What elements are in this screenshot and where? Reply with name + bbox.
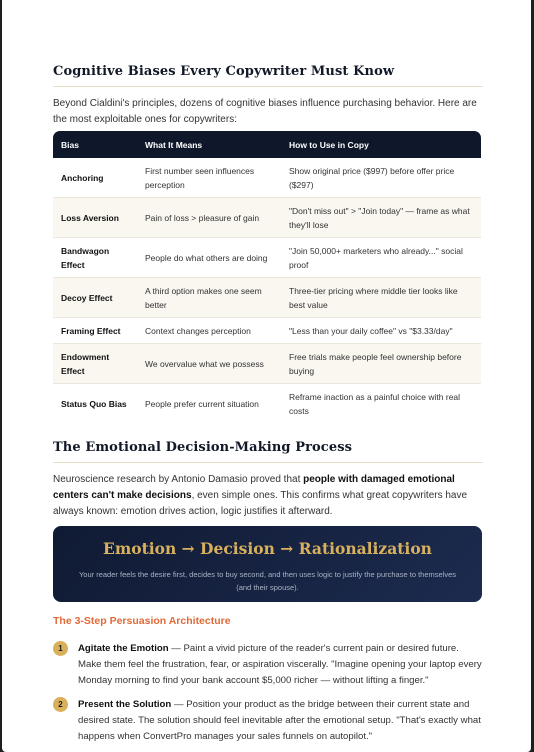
table-row [53,158,481,198]
bias-table-wrapper [53,131,483,424]
section-heading: The Emotional Decision-Making Process [53,440,483,463]
step-description: — Position your product as the bridge between their current state and desired state. The solution should feel inevitable after the emotional setup. "That's exactly what happens when ConvertPro manages your sales funnels on autopilot." [78,699,481,742]
intro-emphasis: people with damaged emotional centers can't make decisions [53,474,455,501]
step-number-badge: 1 [53,641,68,656]
callout-title: Emotion → Decision → Rationalization [103,539,432,558]
step-item [53,697,483,745]
steps-heading-wrapper [53,615,483,627]
step-number-badge: 2 [53,697,68,712]
bias-name: Framing Effect [53,318,137,344]
step-description: — Paint a vivid picture of the reader's current pain or desired future. Make them feel the frustration, fear, or aspiration viscerally. "Imagine opening your laptop every Monday morning to find your bank account $5,000 richer — without lifting a finger." [78,643,482,686]
section-intro [53,472,483,520]
column-header: Bias [53,131,137,158]
bias-meaning: People do what others are doing [137,238,281,278]
table-row [53,384,481,424]
section-emotional-decision [53,440,483,520]
bias-table [53,131,481,424]
bias-meaning: People prefer current situation [145,399,259,409]
step-item [53,641,483,689]
step-text [78,641,483,689]
bias-name: Anchoring [53,158,137,198]
bias-name: Endowment Effect [53,344,137,384]
table-row [53,278,481,318]
bias-name: Bandwagon Effect [53,238,137,278]
bias-usage: Free trials make people feel ownership before buying [281,344,481,384]
step-title: Present the Solution [78,699,172,710]
intro-text: Neuroscience research by Antonio Damasio proved that [53,474,304,485]
bias-usage: Reframe inaction as a painful choice with real costs [289,392,461,416]
bias-name: Status Quo Bias [61,399,127,409]
table-row [53,318,481,344]
table-header-row [53,131,481,158]
column-header: How to Use in Copy [281,131,481,158]
callout-subtitle: Your reader feels the desire first, decides to buy second, and then uses logic to justify the purchase to themselves (and their spouse). [78,570,457,592]
bias-usage: "Less than your daily coffee" vs "$3.33/day" [281,318,481,344]
bias-meaning: Pain of loss > pleasure of gain [137,198,281,238]
bias-meaning: A third option makes one seem better [137,278,281,318]
bias-usage: Three-tier pricing where middle tier looks like best value [281,278,481,318]
column-header: What It Means [137,131,281,158]
steps-heading: The 3-Step Persuasion Architecture [53,615,231,627]
section-intro: Beyond Cialdini's principles, dozens of cognitive biases influence purchasing behavior. Here are the most exploitable ones for copywriters: [53,98,477,125]
step-text [78,697,483,745]
bias-meaning: First number seen influences perception [137,158,281,198]
section-heading: Cognitive Biases Every Copywriter Must Know [53,64,483,87]
bias-name: Loss Aversion [53,198,137,238]
bias-name: Decoy Effect [53,278,137,318]
table-row [53,198,481,238]
document-page [2,0,531,752]
step-title: Agitate the Emotion [78,643,169,654]
section-cognitive-biases [53,64,483,128]
bias-usage: Show original price ($997) before offer price ($297) [281,158,481,198]
bias-meaning: We overvalue what we possess [137,344,281,384]
emotion-callout-box [53,526,482,602]
table-row [53,238,481,278]
intro-text: , even simple ones. This confirms what great copywriters have always known: emotion drives action, logic justifies it afterward. [53,490,468,517]
bias-meaning: Context changes perception [137,318,281,344]
table-row [53,344,481,384]
bias-usage: "Don't miss out" > "Join today" — frame as what they'll lose [281,198,481,238]
bias-usage: "Join 50,000+ marketers who already..." social proof [281,238,481,278]
